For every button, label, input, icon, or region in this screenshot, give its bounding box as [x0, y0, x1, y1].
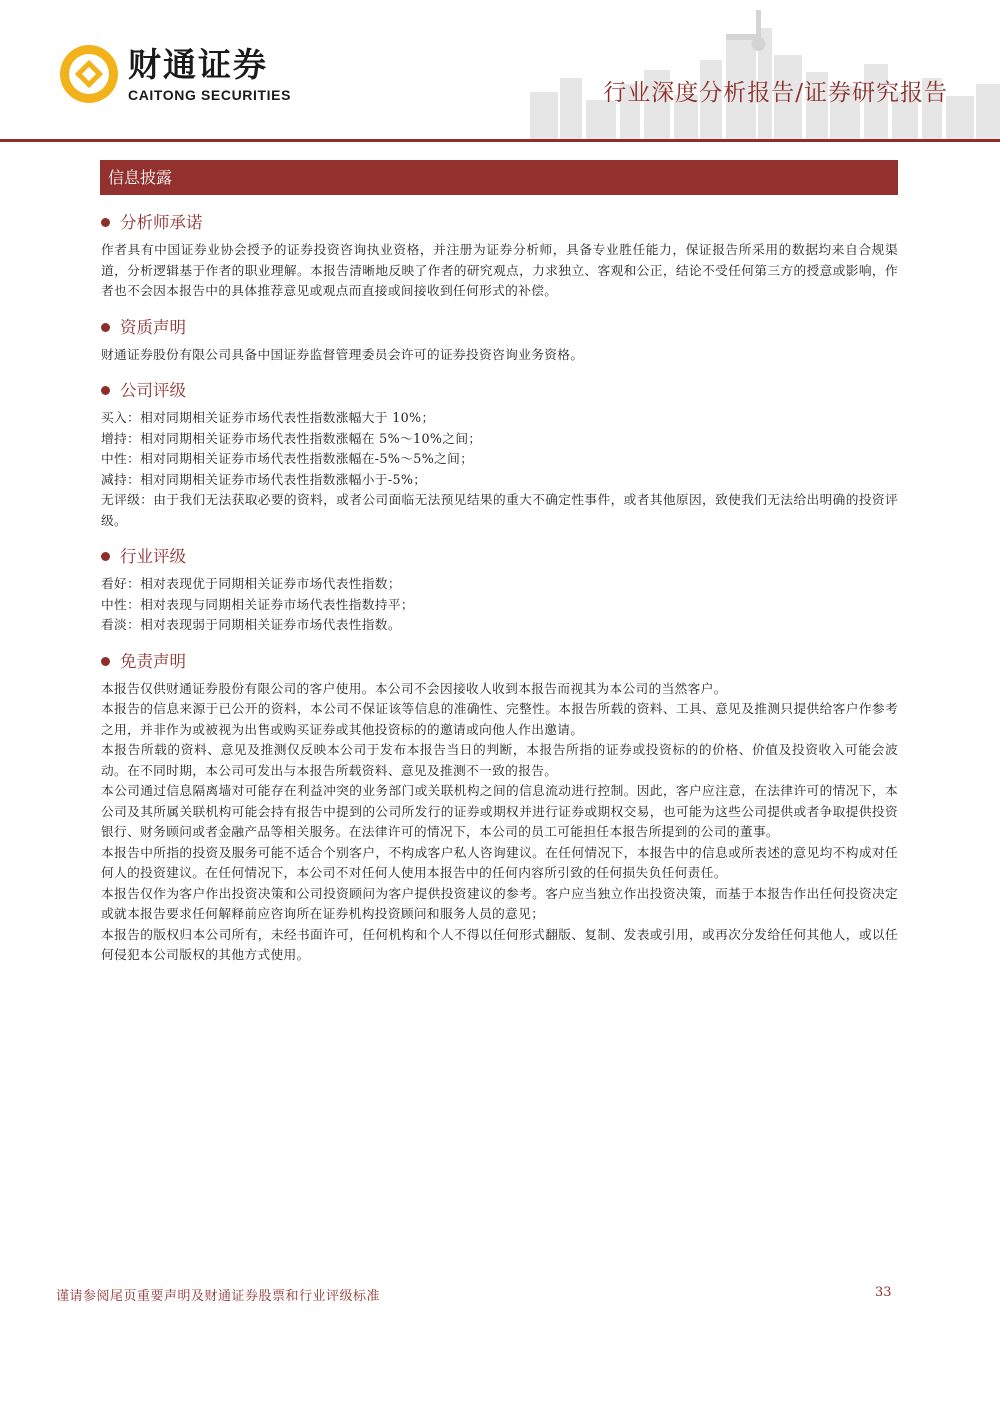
section-heading: [101, 315, 898, 341]
rating-line-negative: 看淡：相对表现弱于同期相关证券市场代表性指数。: [101, 617, 401, 632]
heading-text: 行业评级: [120, 547, 186, 566]
rating-line-buy: 买入：相对同期相关证券市场代表性指数涨幅大于 10%；: [101, 410, 435, 425]
paragraph: 本报告仅供财通证券股份有限公司的客户使用。本公司不会因接收人收到本报告而视其为本公司的当然客户。: [101, 680, 727, 696]
bullet-icon: [101, 218, 110, 227]
header-divider: [0, 139, 1000, 142]
section-industry-rating: [101, 544, 898, 636]
rating-line-underweight: 减持：相对同期相关证券市场代表性指数涨幅小于-5%；: [101, 471, 427, 487]
bullet-icon: [101, 657, 110, 666]
section-heading: [101, 378, 898, 404]
rating-line-neutral: 中性：相对同期相关证券市场代表性指数涨幅在-5%～5%之间；: [101, 451, 474, 466]
section-analyst-commitment: [101, 210, 898, 302]
section-disclaimer: [101, 649, 898, 966]
bullet-icon: [101, 552, 110, 561]
section-body: [101, 345, 898, 366]
section-heading: [101, 210, 898, 236]
rating-line-overweight: 增持：相对同期相关证券市场代表性指数涨幅在 5%～10%之间；: [101, 430, 482, 446]
section-heading: [101, 649, 898, 675]
paragraph: 本公司通过信息隔离墙对可能存在利益冲突的业务部门或关联机构之间的信息流动进行控制。因此，客户应注意，在法律许可的情况下，本公司及其所属关联机构可能会持有报告中提到的公司所发行的证券或期权并进行证券或期权交易，也可能为这些公司提供或者争取提供投资银行、财务顾问或者金融产品等相关服务。在法律许可的情况下，本公司的员工可能担任本报告所提到的公司的董事。: [101, 783, 898, 839]
report-type-title: 行业深度分析报告/证券研究报告: [603, 80, 948, 106]
paragraph: 作者具有中国证券业协会授予的证券投资咨询执业资格，并注册为证券分析师，具备专业胜任能力，保证报告所采用的数据均来自合规渠道，分析逻辑基于作者的职业理解。本报告清晰地反映了作者的研究观点，力求独立、客观和公正，结论不受任何第三方的授意或影响，作者也不会因本报告中的具体推荐意见或观点而直接或间接收到任何形式的补偿。: [101, 242, 898, 298]
section-body: [101, 240, 898, 302]
heading-text: 资质声明: [120, 317, 186, 337]
section-company-rating: [101, 378, 898, 531]
heading-text: 免责声明: [120, 651, 186, 671]
brand-name-cn: 财通证券: [128, 45, 268, 84]
section-body: [101, 408, 898, 531]
rating-line-positive: 看好：相对表现优于同期相关证券市场代表性指数；: [101, 576, 401, 591]
page-header: [0, 0, 1000, 145]
section-qualification: [101, 315, 898, 366]
city-skyline-graphic: [530, 0, 1000, 140]
paragraph: 本报告的版权归本公司所有，未经书面许可，任何机构和个人不得以任何形式翻版、复制、发表或引用，或再次分发给任何其他人，或以任何侵犯本公司版权的其他方式使用。: [101, 926, 898, 962]
section-title-bar: 信息披露: [100, 160, 898, 195]
paragraph: 本报告中所指的投资及服务可能不适合个别客户，不构成客户私人咨询建议。在任何情况下，本报告中的信息或所表述的意见均不构成对任何人的投资建议。在任何情况下，本公司不对任何人使用本报告中的任何内容所引致的任何损失负任何责任。: [101, 844, 898, 880]
bullet-icon: [101, 386, 110, 395]
paragraph: 本报告的信息来源于已公开的资料，本公司不保证该等信息的准确性、完整性。本报告所载的资料、工具、意见及推测只提供给客户作参考之用，并非作为或被视为出售或购买证券或其他投资标的的邀请或向他人作出邀请。: [101, 701, 898, 737]
section-body: [101, 574, 898, 636]
page-number: 33: [875, 1285, 892, 1300]
paragraph: 本报告仅作为客户作出投资决策和公司投资顾问为客户提供投资建议的参考。客户应当独立作出投资决策，而基于本报告作出任何投资决定或就本报告要求任何解释前应咨询所在证券机构投资顾问和服务人员的意见；: [101, 885, 898, 921]
brand-name-en: CAITONG SECURITIES: [128, 87, 292, 103]
caitong-logo-icon: [58, 43, 120, 105]
paragraph: 本报告所载的资料、意见及推测仅反映本公司于发布本报告当日的判断，本报告所指的证券或投资标的的价格、价值及投资收入可能会波动。在不同时期，本公司可发出与本报告所载资料、意见及推测不一致的报告。: [101, 742, 898, 778]
footer-note: 谨请参阅尾页重要声明及财通证券股票和行业评级标准: [56, 1289, 381, 1304]
heading-text: 公司评级: [120, 381, 186, 400]
disclosure-content: [101, 208, 898, 979]
heading-text: 分析师承诺: [120, 213, 203, 232]
bullet-icon: [101, 323, 110, 332]
rating-line-unrated: 无评级：由于我们无法获取必要的资料，或者公司面临无法预见结果的重大不确定性事件，或者其他原因，致使我们无法给出明确的投资评级。: [101, 492, 898, 528]
rating-line-neutral: 中性：相对表现与同期相关证券市场代表性指数持平；: [101, 596, 414, 612]
section-heading: [101, 544, 898, 570]
paragraph: 财通证券股份有限公司具备中国证券监督管理委员会许可的证券投资咨询业务资格。: [101, 346, 584, 362]
section-body: [101, 679, 898, 966]
